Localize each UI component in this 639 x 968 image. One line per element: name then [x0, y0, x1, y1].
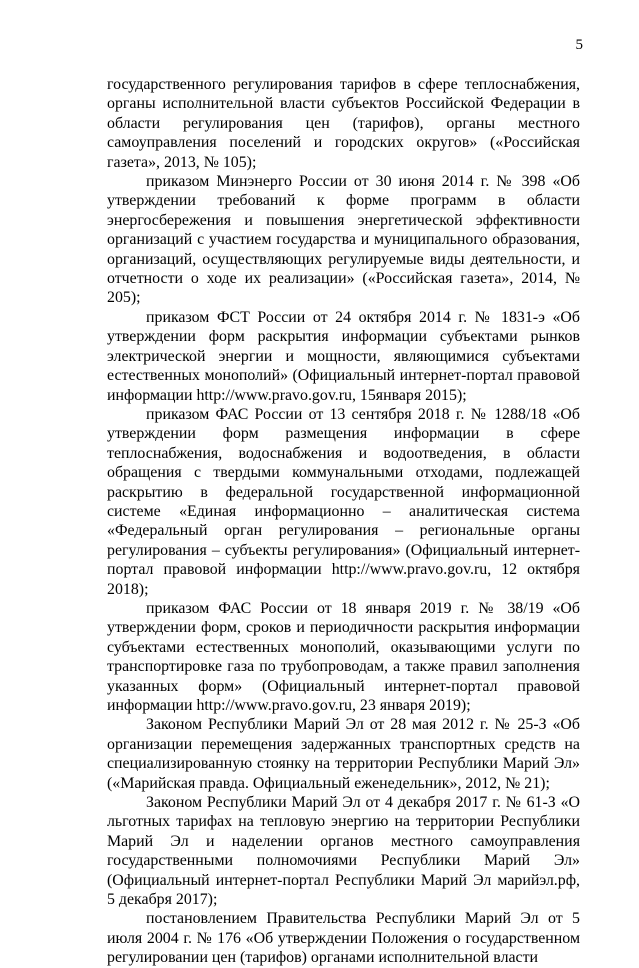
paragraph-law-2017: Законом Республики Марий Эл от 4 декабря 2017 г. № 61-З «О льготных тарифах на тепловую энергию на территории Республики Марий Эл и наделении органов местного самоуправления государственными полномочиями Республики Марий Эл» (Официальный интернет-портал Республики Марий Эл марийэл.рф, 5 декабря 2017); — [107, 794, 580, 909]
page-number: 5 — [575, 37, 583, 53]
paragraph-fst-order: приказом ФСТ России от 24 октября 2014 г. № 1831-э «Об утверждении форм раскрытия информации субъектами рынков электрической энергии и мощности, являющимися субъектами естественных монополий» (Официальный интернет-портал правовой информации http://www.pravo.gov.ru, 15января 2015); — [107, 308, 580, 404]
paragraph-fas-order-2018: приказом ФАС России от 13 сентября 2018 г. № 1288/18 «Об утверждении форм размещения информации в сфере теплоснабжения, водоснабжения и водоотведения, в области обращения с твердыми коммунальными отходами, подлежащей раскрытию в федеральной государственной информационной системе «Единая информационно – аналитическая система «Федеральный орган регулирования – региональные органы регулирования – субъекты регулирования» (Официальный интернет-портал правовой информации http://www.pravo.gov.ru, 12 октября 2018); — [107, 405, 580, 598]
document-body — [107, 75, 580, 968]
paragraph-continuation: государственного регулирования тарифов в сфере теплоснабжения, органы исполнительной власти субъектов Российской Федерации в области регулирования цен (тарифов), органы местного самоуправления поселений и городских округов» («Российская газета», 2013, № 105); — [107, 76, 580, 171]
paragraph-government-resolution: постановлением Правительства Республики Марий Эл от 5 июля 2004 г. № 176 «Об утверждении Положения о государственном регулировании цен (тарифов) органами исполнительной власти — [107, 910, 580, 967]
paragraph-law-2012: Законом Республики Марий Эл от 28 мая 2012 г. № 25-З «Об организации перемещения задержанных транспортных средств на специализированную стоянку на территории Республики Марий Эл» («Марийская правда. Официальный еженедельник», 2012, № 21); — [107, 716, 580, 792]
paragraph-minenergo-order: приказом Минэнерго России от 30 июня 2014 г. № 398 «Об утверждении требований к форме программ в области энергосбережения и повышения энергетической эффективности организаций с участием государства и муниципального образования, организаций, осуществляющих регулируемые виды деятельности, и отчетности о ходе их реализации» («Российская газета», 2014, № 205); — [107, 173, 580, 307]
paragraph-fas-order-2019: приказом ФАС России от 18 января 2019 г. № 38/19 «Об утверждении форм, сроков и периодичности раскрытия информации субъектами естественных монополий, оказывающими услуги по транспортировке газа по трубопроводам, а также правил заполнения указанных форм» (Официальный интернет-портал правовой информации http://www.pravo.gov.ru, 23 января 2019); — [107, 599, 580, 714]
